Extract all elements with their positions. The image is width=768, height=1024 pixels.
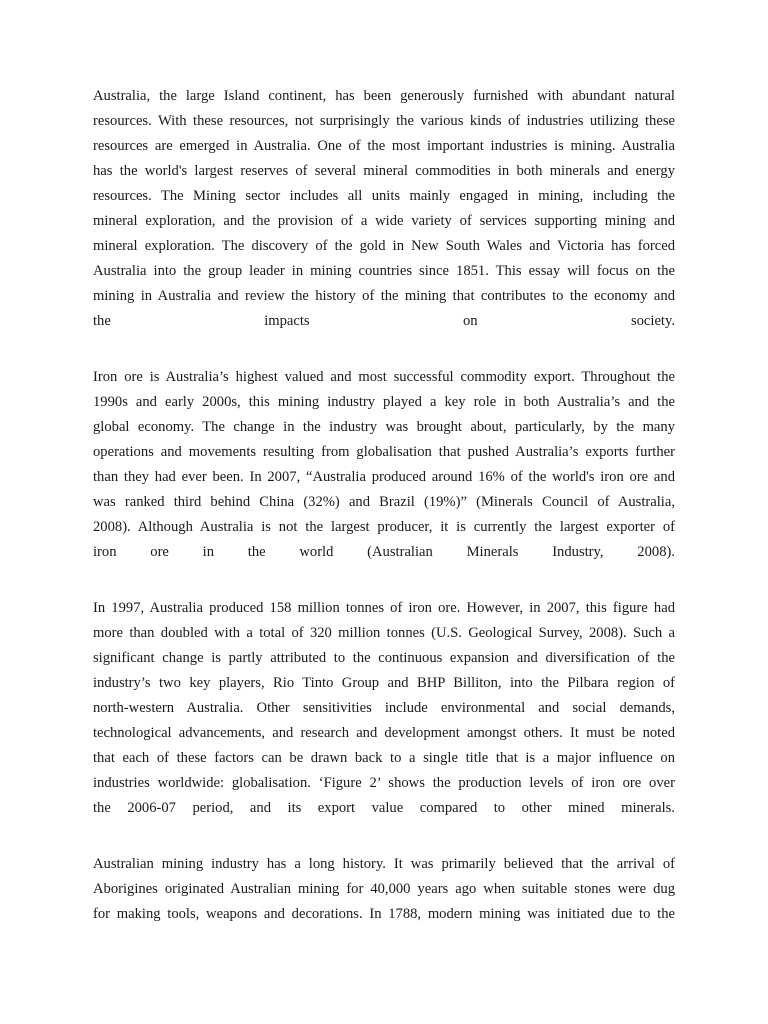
paragraph-iron-ore-production: [93, 596, 675, 821]
text-line: was ranked third behind China (32%) and Brazil (19%)” (Minerals Council of Australia,: [93, 494, 675, 510]
text-line: Australia into the group leader in mining countries since 1851. This essay will focus on the: [93, 263, 675, 279]
text-line: Australian mining industry has a long history. It was primarily believed that the arrival of: [93, 856, 675, 872]
text-line: iron ore in the world (Australian Minerals Industry, 2008).: [93, 544, 675, 560]
text-line: technological advancements, and research and development amongst others. It must be noted: [93, 725, 675, 741]
paragraph-gap: [93, 821, 675, 852]
text-line: has the world's largest reserves of several mineral commodities in both minerals and energy: [93, 163, 675, 179]
paragraph-gap: [93, 565, 675, 596]
text-line: more than doubled with a total of 320 million tonnes (U.S. Geological Survey, 2008). Such a: [93, 625, 675, 641]
text-line: north-western Australia. Other sensitivities include environmental and social demands,: [93, 700, 675, 716]
text-line: the impacts on society.: [93, 313, 675, 329]
text-line: mining in Australia and review the history of the mining that contributes to the economy and: [93, 288, 675, 304]
text-line: than they had ever been. In 2007, “Australia produced around 16% of the world's iron ore and: [93, 469, 675, 485]
text-line: significant change is partly attributed to the continuous expansion and diversification of the: [93, 650, 675, 666]
paragraph-mining-history: [93, 852, 675, 927]
paragraph-iron-ore-export: [93, 365, 675, 565]
text-line: industry’s two key players, Rio Tinto Group and BHP Billiton, into the Pilbara region of: [93, 675, 675, 691]
text-line: global economy. The change in the industry was brought about, particularly, by the many: [93, 419, 675, 435]
text-line: 2008). Although Australia is not the largest producer, it is currently the largest exporter of: [93, 519, 675, 535]
text-line: Iron ore is Australia’s highest valued and most successful commodity export. Throughout the: [93, 369, 675, 385]
text-line: 1990s and early 2000s, this mining industry played a key role in both Australia’s and the: [93, 394, 675, 410]
text-line: mineral exploration, and the provision of a wide variety of services supporting mining and: [93, 213, 675, 229]
text-line: operations and movements resulting from globalisation that pushed Australia’s exports further: [93, 444, 675, 460]
text-line: mineral exploration. The discovery of the gold in New South Wales and Victoria has forced: [93, 238, 675, 254]
text-line: In 1997, Australia produced 158 million tonnes of iron ore. However, in 2007, this figure had: [93, 600, 675, 616]
text-line: for making tools, weapons and decorations. In 1788, modern mining was initiated due to the: [93, 906, 675, 922]
text-line: resources. With these resources, not surprisingly the various kinds of industries utilizing these: [93, 113, 675, 129]
text-line: resources are emerged in Australia. One of the most important industries is mining. Australia: [93, 138, 675, 154]
text-line: resources. The Mining sector includes all units mainly engaged in mining, including the: [93, 188, 675, 204]
text-line: that each of these factors can be drawn back to a single title that is a major influence on: [93, 750, 675, 766]
text-line: Australia, the large Island continent, has been generously furnished with abundant natural: [93, 88, 675, 104]
paragraph-gap: [93, 334, 675, 365]
text-line: the 2006-07 period, and its export value compared to other mined minerals.: [93, 800, 675, 816]
paragraph-intro: [93, 84, 675, 334]
text-line: Aborigines originated Australian mining for 40,000 years ago when suitable stones were dug: [93, 881, 675, 897]
text-line: industries worldwide: globalisation. ‘Figure 2’ shows the production levels of iron ore over: [93, 775, 675, 791]
